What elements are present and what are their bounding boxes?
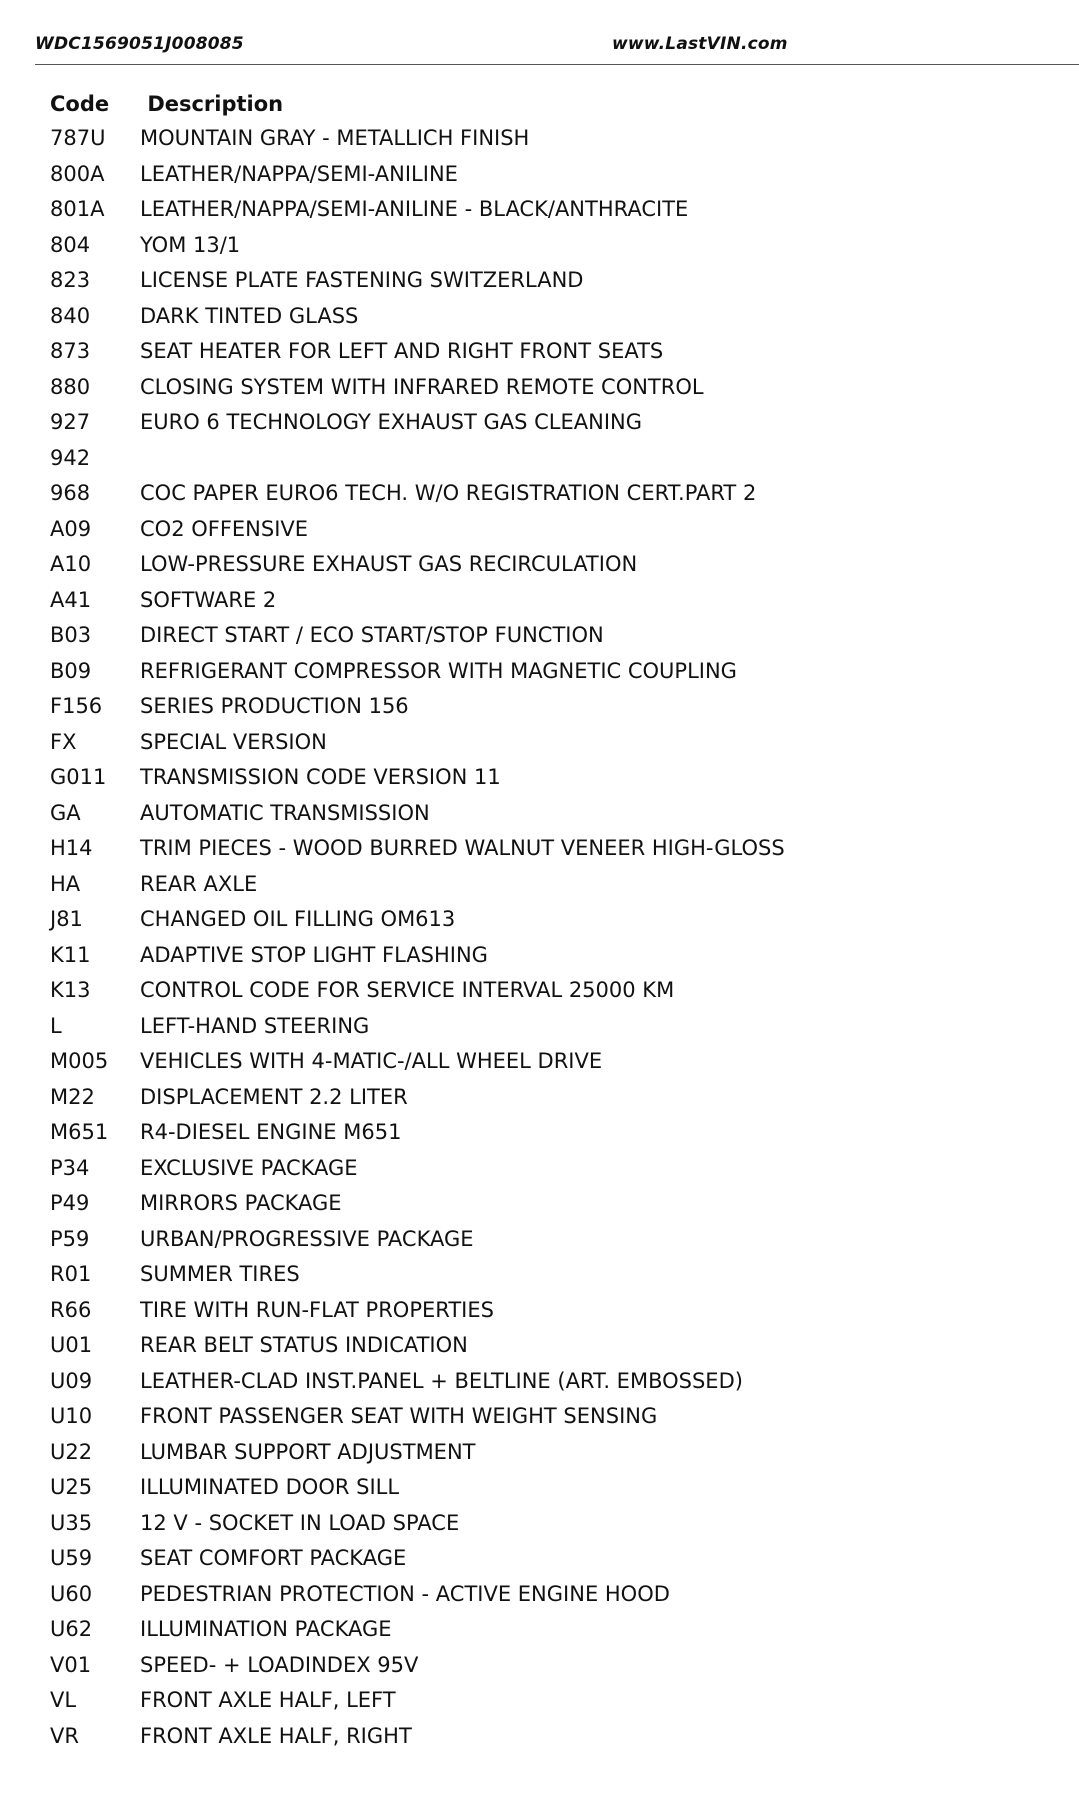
- option-description: SERIES PRODUCTION 156: [140, 694, 409, 718]
- table-row: [50, 547, 1050, 583]
- option-code: L: [50, 1013, 62, 1038]
- option-code: A10: [50, 552, 92, 576]
- option-code: H14: [50, 836, 93, 860]
- option-code: A41: [50, 587, 92, 612]
- option-description: SUMMER TIRES: [140, 1262, 300, 1286]
- table-row: [50, 1115, 1050, 1151]
- option-description: REAR AXLE: [140, 871, 258, 896]
- option-description: REAR BELT STATUS INDICATION: [140, 1333, 468, 1357]
- table-body: [50, 121, 1050, 1754]
- option-description: FRONT PASSENGER SEAT WITH WEIGHT SENSING: [140, 1404, 658, 1428]
- options-table: [50, 88, 1050, 1754]
- table-row: [50, 973, 1050, 1009]
- table-row: [50, 1080, 1050, 1116]
- option-description: CO2 OFFENSIVE: [140, 516, 309, 541]
- table-row: [50, 1541, 1050, 1577]
- option-description: LEFT-HAND STEERING: [140, 1013, 370, 1038]
- table-row: [50, 1222, 1050, 1258]
- option-description: DARK TINTED GLASS: [140, 303, 359, 328]
- option-code: U10: [50, 1404, 93, 1428]
- table-row: [50, 902, 1050, 938]
- option-code: 823: [50, 268, 91, 292]
- table-row: [50, 405, 1050, 441]
- option-code: P59: [50, 1226, 90, 1251]
- option-description: LEATHER/NAPPA/SEMI-ANILINE: [140, 161, 458, 186]
- option-description: EXCLUSIVE PACKAGE: [140, 1155, 358, 1180]
- option-description: URBAN/PROGRESSIVE PACKAGE: [140, 1226, 474, 1251]
- option-code: U01: [50, 1333, 93, 1357]
- table-row: [50, 121, 1050, 157]
- option-description: FRONT AXLE HALF, LEFT: [140, 1688, 396, 1712]
- option-code: B09: [50, 658, 92, 683]
- table-row: [50, 157, 1050, 193]
- option-description: VEHICLES WITH 4-MATIC-/ALL WHEEL DRIVE: [140, 1049, 603, 1073]
- column-header-description: Description: [147, 92, 284, 116]
- option-description: CONTROL CODE FOR SERVICE INTERVAL 25000 KM: [140, 978, 675, 1002]
- option-description: TRANSMISSION CODE VERSION 11: [140, 765, 501, 789]
- option-description: SPEED- + LOADINDEX 95V: [140, 1652, 419, 1677]
- option-code: A09: [50, 516, 92, 541]
- table-row: [50, 1577, 1050, 1613]
- option-description: SOFTWARE 2: [140, 587, 277, 612]
- table-row: [50, 1364, 1050, 1400]
- option-description: MIRRORS PACKAGE: [140, 1191, 342, 1215]
- option-code: 968: [50, 481, 91, 505]
- option-code: R01: [50, 1262, 92, 1286]
- option-description: LUMBAR SUPPORT ADJUSTMENT: [140, 1439, 476, 1464]
- option-description: DISPLACEMENT 2.2 LITER: [140, 1084, 408, 1109]
- option-code: U35: [50, 1510, 93, 1535]
- option-code: P34: [50, 1155, 90, 1180]
- table-row: [50, 831, 1050, 867]
- option-description: ILLUMINATION PACKAGE: [140, 1617, 392, 1641]
- table-row: [50, 228, 1050, 264]
- table-row: [50, 1719, 1050, 1755]
- option-code: U22: [50, 1439, 93, 1464]
- option-code: G011: [50, 765, 107, 789]
- table-row: [50, 725, 1050, 761]
- table-row: [50, 1293, 1050, 1329]
- option-code: 880: [50, 374, 91, 399]
- option-code: U59: [50, 1546, 93, 1570]
- option-code: VR: [50, 1723, 79, 1748]
- option-code: M651: [50, 1120, 109, 1144]
- option-description: AUTOMATIC TRANSMISSION: [140, 800, 430, 825]
- option-code: K13: [50, 978, 91, 1002]
- table-row: [50, 299, 1050, 335]
- option-description: MOUNTAIN GRAY - METALLICH FINISH: [140, 126, 530, 150]
- table-row: [50, 512, 1050, 548]
- option-code: VL: [50, 1688, 77, 1712]
- option-description: DIRECT START / ECO START/STOP FUNCTION: [140, 623, 604, 647]
- table-row: [50, 476, 1050, 512]
- option-code: F156: [50, 694, 103, 718]
- option-code: V01: [50, 1652, 92, 1677]
- option-description: REFRIGERANT COMPRESSOR WITH MAGNETIC COUPLING: [140, 658, 737, 683]
- option-description: LICENSE PLATE FASTENING SWITZERLAND: [140, 268, 584, 292]
- option-description: YOM 13/1: [140, 232, 241, 257]
- option-description: COC PAPER EURO6 TECH. W/O REGISTRATION CERT.PART 2: [140, 481, 757, 505]
- option-code: 804: [50, 232, 91, 257]
- table-row: [50, 1044, 1050, 1080]
- option-description: FRONT AXLE HALF, RIGHT: [140, 1723, 412, 1748]
- table-row: [50, 1648, 1050, 1684]
- option-description: SEAT COMFORT PACKAGE: [140, 1546, 407, 1570]
- option-description: PEDESTRIAN PROTECTION - ACTIVE ENGINE HOOD: [140, 1581, 670, 1606]
- option-code: M22: [50, 1084, 95, 1109]
- option-description: TRIM PIECES - WOOD BURRED WALNUT VENEER HIGH-GLOSS: [140, 836, 785, 860]
- option-description: ILLUMINATED DOOR SILL: [140, 1475, 400, 1499]
- table-row: [50, 1257, 1050, 1293]
- option-description: SPECIAL VERSION: [140, 729, 327, 754]
- option-description: ADAPTIVE STOP LIGHT FLASHING: [140, 942, 488, 967]
- table-row: [50, 192, 1050, 228]
- option-code: FX: [50, 729, 77, 754]
- table-row: [50, 618, 1050, 654]
- table-row: [50, 689, 1050, 725]
- table-row: [50, 334, 1050, 370]
- table-row: [50, 1612, 1050, 1648]
- option-description: TIRE WITH RUN-FLAT PROPERTIES: [140, 1297, 494, 1322]
- option-code: B03: [50, 623, 92, 647]
- table-row: [50, 1399, 1050, 1435]
- vin-number: WDC1569051J008085: [35, 34, 244, 54]
- table-row: [50, 1683, 1050, 1719]
- column-header-code: Code: [50, 92, 110, 116]
- table-row: [50, 1151, 1050, 1187]
- option-code: U25: [50, 1475, 93, 1499]
- option-code: HA: [50, 871, 81, 896]
- option-code: 840: [50, 303, 91, 328]
- option-code: J81: [50, 907, 83, 931]
- page-header: [35, 34, 1079, 65]
- site-url: www.LastVIN.com: [612, 34, 788, 54]
- table-row: [50, 1435, 1050, 1471]
- table-row: [50, 263, 1050, 299]
- option-code: R66: [50, 1297, 92, 1322]
- table-row: [50, 760, 1050, 796]
- table-row: [50, 1009, 1050, 1045]
- option-code: U62: [50, 1617, 93, 1641]
- table-row: [50, 938, 1050, 974]
- table-row: [50, 654, 1050, 690]
- table-row: [50, 1470, 1050, 1506]
- table-row: [50, 1506, 1050, 1542]
- table-header-row: [50, 88, 1050, 121]
- option-code: 800A: [50, 161, 105, 186]
- option-code: 787U: [50, 126, 106, 150]
- option-description: EURO 6 TECHNOLOGY EXHAUST GAS CLEANING: [140, 410, 643, 434]
- option-code: GA: [50, 800, 81, 825]
- table-row: [50, 867, 1050, 903]
- option-code: 927: [50, 410, 91, 434]
- table-row: [50, 796, 1050, 832]
- option-code: U09: [50, 1368, 93, 1393]
- option-code: M005: [50, 1049, 109, 1073]
- table-row: [50, 1328, 1050, 1364]
- option-description: SEAT HEATER FOR LEFT AND RIGHT FRONT SEATS: [140, 339, 664, 363]
- option-code: 801A: [50, 197, 105, 221]
- option-description: CLOSING SYSTEM WITH INFRARED REMOTE CONTROL: [140, 374, 704, 399]
- table-row: [50, 1186, 1050, 1222]
- option-code: 942: [50, 445, 91, 470]
- option-description: R4-DIESEL ENGINE M651: [140, 1120, 402, 1144]
- option-code: P49: [50, 1191, 90, 1215]
- option-description: LOW-PRESSURE EXHAUST GAS RECIRCULATION: [140, 552, 638, 576]
- option-code: 873: [50, 339, 91, 363]
- option-description: 12 V - SOCKET IN LOAD SPACE: [140, 1510, 460, 1535]
- table-row: [50, 370, 1050, 406]
- option-description: CHANGED OIL FILLING OM613: [140, 907, 456, 931]
- option-code: K11: [50, 942, 91, 967]
- table-row: [50, 441, 1050, 477]
- option-description: LEATHER-CLAD INST.PANEL + BELTLINE (ART. EMBOSSED): [140, 1368, 743, 1393]
- table-row: [50, 583, 1050, 619]
- option-code: U60: [50, 1581, 93, 1606]
- option-description: LEATHER/NAPPA/SEMI-ANILINE - BLACK/ANTHRACITE: [140, 197, 689, 221]
